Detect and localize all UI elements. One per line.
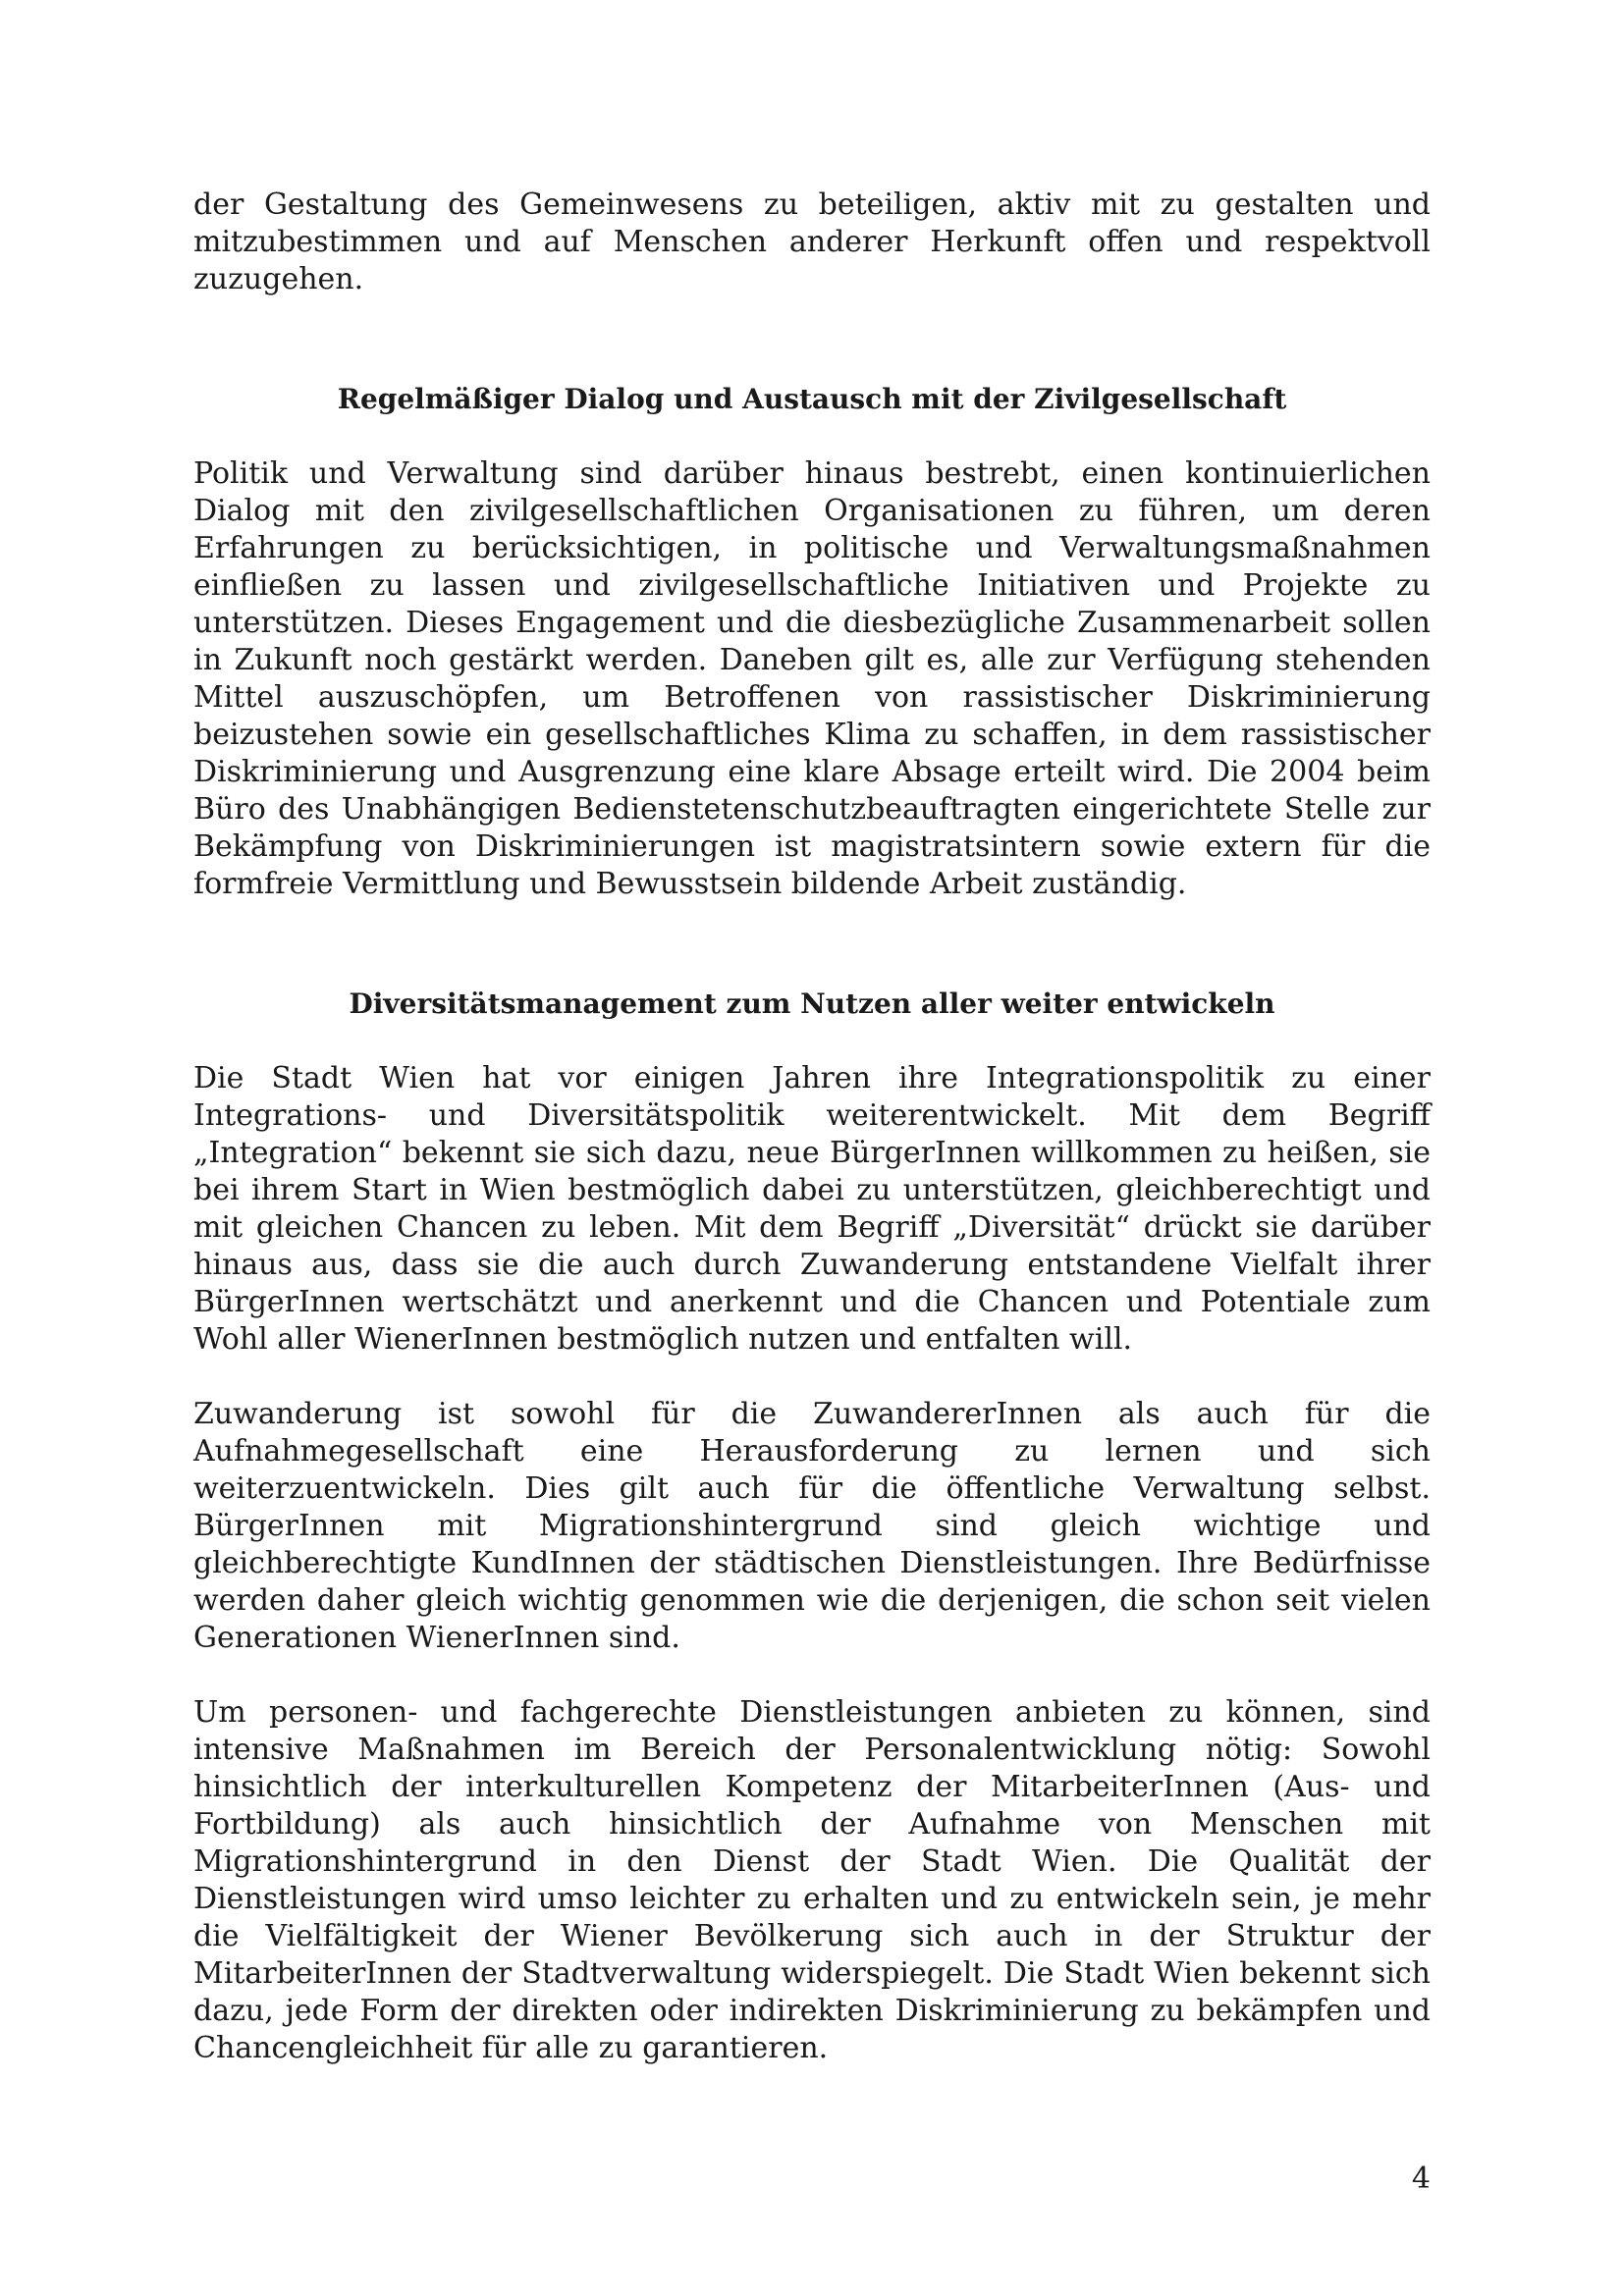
heading-diversity: Diversitätsmanagement zum Nutzen aller weiter entwickeln bbox=[349, 988, 1275, 1020]
paragraph-dialog: Politik und Verwaltung sind darüber hinaus bestrebt, einen kontinuierlichen Dialog mit den zivilgesellschaftlichen Organisationen zu führen, um deren Erfahrungen zu berücksichtigen, in politische und Verwaltungsmaßnahmen einfließen zu lassen und zivilgesellschaftliche Initiativen und Projekte zu unterstützen. Dieses Engagement und die diesbezügliche Zusammenarbeit sollen in Zukunft noch gestärkt werden. Daneben gilt es, alle zur Verfügung stehenden Mittel auszuschöpfen, um Betroffenen von rassistischer Diskriminierung beizustehen sowie ein gesellschaftliches Klima zu schaffen, in dem rassistischer Diskriminierung und Ausgrenzung eine klare Absage erteilt wird. Die 2004 beim Büro des Unabhängigen Bedienstetenschutzbeauftragten eingerichtete Stelle zur Bekämpfung von Diskriminierungen ist magistratsintern sowie extern für die formfreie Vermittlung und Bewusstsein bildende Arbeit zuständig. bbox=[193, 456, 1431, 901]
page-number: 4 bbox=[1411, 2162, 1431, 2196]
document-body bbox=[193, 187, 1431, 2067]
paragraph-intro: der Gestaltung des Gemeinwesens zu beteiligen, aktiv mit zu gestalten und mitzubestimmen und auf Menschen anderer Herkunft offen und respektvoll zuzugehen. bbox=[193, 187, 1431, 296]
paragraph-diversity-3: Um personen- und fachgerechte Dienstleistungen anbieten zu können, sind intensive Maßnahmen im Bereich der Personalentwicklung nötig: Sowohl hinsichtlich der interkulturellen Kompetenz der MitarbeiterInnen (Aus- und Fortbildung) als auch hinsichtlich der Aufnahme von Menschen mit Migrationshintergrund in den Dienst der Stadt Wien. Die Qualität der Dienstleistungen wird umso leichter zu erhalten und zu entwickeln sein, je mehr die Vielfältigkeit der Wiener Bevölkerung sich auch in der Struktur der MitarbeiterInnen der Stadtverwaltung widerspiegelt. Die Stadt Wien bekennt sich dazu, jede Form der direkten oder indirekten Diskriminierung zu bekämpfen und Chancengleichheit für alle zu garantieren. bbox=[193, 1695, 1431, 2065]
paragraph-diversity-1: Die Stadt Wien hat vor einigen Jahren ihre Integrationspolitik zu einer Integrations- und Diversitätspolitik weiterentwickelt. Mit dem Begriff „Integration“ bekennt sie sich dazu, neue BürgerInnen willkommen zu heißen, sie bei ihrem Start in Wien bestmöglich dabei zu unterstützen, gleichberechtigt und mit gleichen Chancen zu leben. Mit dem Begriff „Diversität“ drückt sie darüber hinaus aus, dass sie die auch durch Zuwanderung entstandene Vielfalt ihrer BürgerInnen wertschätzt und anerkennt und die Chancen und Potentiale zum Wohl aller WienerInnen bestmöglich nutzen und entfalten will. bbox=[193, 1061, 1431, 1357]
paragraph-diversity-2: Zuwanderung ist sowohl für die ZuwandererInnen als auch für die Aufnahmegesellschaft eine Herausforderung zu lernen und sich weiterzuentwickeln. Dies gilt auch für die öffentliche Verwaltung selbst. BürgerInnen mit Migrationshintergrund sind gleich wichtige und gleichberechtigte KundInnen der städtischen Dienstleistungen. Ihre Bedürfnisse werden daher gleich wichtig genommen wie die derjenigen, die schon seit vielen Generationen WienerInnen sind. bbox=[193, 1397, 1431, 1655]
heading-dialog: Regelmäßiger Dialog und Austausch mit der Zivilgesellschaft bbox=[337, 383, 1287, 415]
